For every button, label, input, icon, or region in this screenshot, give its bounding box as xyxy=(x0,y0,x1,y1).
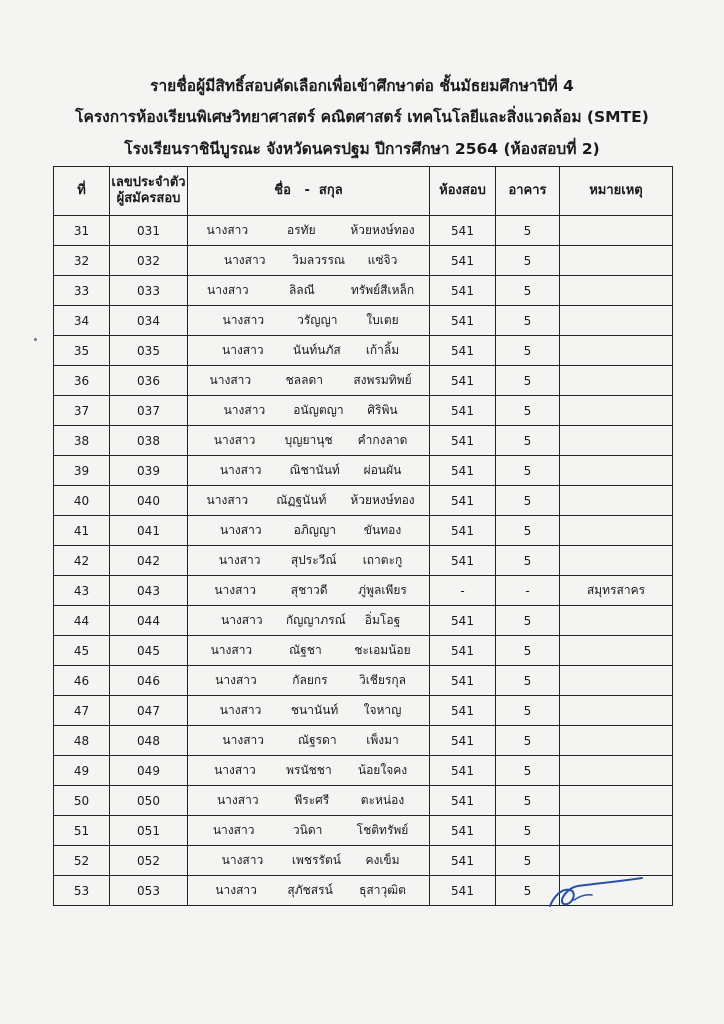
cell-note xyxy=(560,666,673,696)
last-name: ธุสาวุฒิต xyxy=(359,883,406,897)
cell-no: 35 xyxy=(54,336,110,366)
column-header-no: ที่ xyxy=(54,167,110,216)
name-prefix: นางสาว xyxy=(220,613,263,627)
column-header-name: ชื่อ - สกุล xyxy=(188,167,430,216)
table-row xyxy=(54,516,673,546)
cell-building: 5 xyxy=(496,276,560,306)
cell-building: 5 xyxy=(496,246,560,276)
last-name: ตะหน่อง xyxy=(360,793,405,807)
name-prefix: นางสาว xyxy=(218,553,261,567)
cell-applicant-id: 051 xyxy=(110,816,188,846)
last-name: น้อยใจคง xyxy=(357,763,408,777)
table-row xyxy=(54,366,673,396)
cell-building: 5 xyxy=(496,816,560,846)
cell-applicant-id: 035 xyxy=(110,336,188,366)
last-name: ใบเตย xyxy=(366,313,399,327)
cell-building: 5 xyxy=(496,636,560,666)
first-name: วนิดา xyxy=(292,823,323,837)
table-row xyxy=(54,756,673,786)
first-name: ลิลณี xyxy=(288,283,315,297)
first-name: บุญยานุช xyxy=(284,433,333,447)
name-prefix: นางสาว xyxy=(215,673,257,687)
cell-building: 5 xyxy=(496,726,560,756)
cell-no: 50 xyxy=(54,786,110,816)
first-name: สุชาวดี xyxy=(290,583,328,597)
first-name: ชลลดา xyxy=(285,373,324,387)
cell-note xyxy=(560,636,673,666)
cell-note xyxy=(560,786,673,816)
cell-full-name xyxy=(188,306,430,336)
last-name: ขันทอง xyxy=(363,523,402,537)
cell-applicant-id: 053 xyxy=(110,876,188,906)
name-prefix: นางสาว xyxy=(223,403,266,417)
table-row xyxy=(54,606,673,636)
cell-no: 33 xyxy=(54,276,110,306)
cell-building: 5 xyxy=(496,846,560,876)
cell-no: 36 xyxy=(54,366,110,396)
cell-exam-room: 541 xyxy=(430,456,496,486)
cell-note xyxy=(560,426,673,456)
cell-exam-room: 541 xyxy=(430,546,496,576)
cell-building: 5 xyxy=(496,396,560,426)
cell-building: 5 xyxy=(496,516,560,546)
cell-note: สมุทรสาคร xyxy=(560,576,673,606)
column-header-note: หมายเหตุ xyxy=(560,167,673,216)
table-row xyxy=(54,786,673,816)
table-row xyxy=(54,246,673,276)
name-prefix: นางสาว xyxy=(213,433,256,447)
cell-building: 5 xyxy=(496,666,560,696)
cell-applicant-id: 041 xyxy=(110,516,188,546)
name-prefix: นางสาว xyxy=(219,703,262,717)
table-row xyxy=(54,546,673,576)
first-name: ณัฏฐนันท์ xyxy=(276,493,327,507)
cell-exam-room: 541 xyxy=(430,846,496,876)
cell-applicant-id: 031 xyxy=(110,216,188,246)
name-prefix: นางสาว xyxy=(206,223,249,237)
first-name: ชนานันท์ xyxy=(290,703,339,717)
cell-no: 53 xyxy=(54,876,110,906)
cell-no: 48 xyxy=(54,726,110,756)
cell-no: 45 xyxy=(54,636,110,666)
name-prefix: นางสาว xyxy=(212,823,255,837)
cell-building: 5 xyxy=(496,606,560,636)
cell-exam-room: 541 xyxy=(430,306,496,336)
cell-exam-room: 541 xyxy=(430,246,496,276)
name-prefix: นางสาว xyxy=(216,793,259,807)
cell-building: 5 xyxy=(496,486,560,516)
cell-full-name xyxy=(188,276,430,306)
name-prefix: นางสาว xyxy=(215,883,257,897)
cell-full-name xyxy=(188,456,430,486)
table-row xyxy=(54,576,673,606)
cell-building: 5 xyxy=(496,426,560,456)
cell-note xyxy=(560,516,673,546)
first-name: สุประวีณ์ xyxy=(290,553,337,567)
cell-note xyxy=(560,606,673,636)
name-prefix: นางสาว xyxy=(222,733,265,747)
cell-applicant-id: 046 xyxy=(110,666,188,696)
cell-no: 39 xyxy=(54,456,110,486)
first-name: อรทัย xyxy=(287,223,316,237)
name-prefix: นางสาว xyxy=(222,313,265,327)
cell-exam-room: 541 xyxy=(430,276,496,306)
last-name: ทรัพย์สีเหล็ก xyxy=(350,283,415,297)
name-prefix: นางสาว xyxy=(210,643,253,657)
cell-building: 5 xyxy=(496,696,560,726)
last-name: ภู่พูลเพียร xyxy=(358,583,407,597)
cell-full-name xyxy=(188,636,430,666)
first-name: นันท์นภัส xyxy=(292,343,341,357)
cell-note xyxy=(560,246,673,276)
first-name: เพชรรัตน์ xyxy=(291,853,341,867)
table-row xyxy=(54,276,673,306)
cell-applicant-id: 045 xyxy=(110,636,188,666)
cell-exam-room: 541 xyxy=(430,336,496,366)
cell-applicant-id: 048 xyxy=(110,726,188,756)
table-row xyxy=(54,426,673,456)
last-name: ใจหาญ xyxy=(363,703,402,717)
cell-exam-room: 541 xyxy=(430,426,496,456)
last-name: ศิริพิน xyxy=(367,403,398,417)
cell-full-name xyxy=(188,666,430,696)
first-name: กัญญาภรณ์ xyxy=(285,613,346,627)
cell-exam-room: 541 xyxy=(430,666,496,696)
cell-no: 37 xyxy=(54,396,110,426)
last-name: เถาตะกู xyxy=(362,553,403,567)
first-name: วรัญญา xyxy=(297,313,338,327)
cell-full-name xyxy=(188,606,430,636)
first-name: อนัญตญา xyxy=(293,403,344,417)
column-header-id-line2: ผู้สมัครสอบ xyxy=(116,191,181,206)
cell-note xyxy=(560,276,673,306)
last-name: ผ่อนผัน xyxy=(363,463,402,477)
table-row xyxy=(54,486,673,516)
cell-building: 5 xyxy=(496,756,560,786)
column-header-building: อาคาร xyxy=(496,167,560,216)
cell-note xyxy=(560,396,673,426)
cell-exam-room: - xyxy=(430,576,496,606)
last-name: อิ่มโอฐ xyxy=(364,613,401,627)
document-title: รายชื่อผู้มีสิทธิ์สอบคัดเลือกเพื่อเข้าศึกษาต่อ ชั้นมัธยมศึกษาปีที่ 4 xyxy=(150,77,574,95)
first-name: ณัฐรดา xyxy=(297,733,337,747)
name-prefix: นางสาว xyxy=(223,253,266,267)
cell-note xyxy=(560,756,673,786)
name-prefix: นางสาว xyxy=(207,283,249,297)
cell-note xyxy=(560,546,673,576)
cell-exam-room: 541 xyxy=(430,216,496,246)
cell-applicant-id: 043 xyxy=(110,576,188,606)
table-row xyxy=(54,456,673,486)
document-school-line: โรงเรียนราชินีบูรณะ จังหวัดนครปฐม ปีการศึกษา 2564 (ห้องสอบที่ 2) xyxy=(124,140,600,158)
cell-building: - xyxy=(496,576,560,606)
cell-applicant-id: 033 xyxy=(110,276,188,306)
cell-note xyxy=(560,816,673,846)
table-row xyxy=(54,396,673,426)
name-prefix: นางสาว xyxy=(222,343,264,357)
cell-applicant-id: 039 xyxy=(110,456,188,486)
table-row xyxy=(54,816,673,846)
first-name: อภิญญา xyxy=(293,523,336,537)
cell-no: 49 xyxy=(54,756,110,786)
table-header-row xyxy=(54,167,673,216)
cell-full-name xyxy=(188,426,430,456)
column-header-id xyxy=(110,167,188,216)
cell-exam-room: 541 xyxy=(430,726,496,756)
table-row xyxy=(54,216,673,246)
cell-applicant-id: 038 xyxy=(110,426,188,456)
cell-building: 5 xyxy=(496,216,560,246)
cell-applicant-id: 034 xyxy=(110,306,188,336)
cell-full-name xyxy=(188,696,430,726)
cell-note xyxy=(560,306,673,336)
last-name: แซ่จิว xyxy=(367,253,398,267)
table-row xyxy=(54,696,673,726)
cell-full-name xyxy=(188,516,430,546)
cell-note xyxy=(560,366,673,396)
first-name: วิมลวรรณ xyxy=(292,253,346,267)
cell-no: 38 xyxy=(54,426,110,456)
cell-exam-room: 541 xyxy=(430,816,496,846)
cell-no: 44 xyxy=(54,606,110,636)
cell-exam-room: 541 xyxy=(430,606,496,636)
cell-exam-room: 541 xyxy=(430,486,496,516)
cell-building: 5 xyxy=(496,336,560,366)
cell-full-name xyxy=(188,366,430,396)
scan-speck xyxy=(34,338,37,341)
cell-exam-room: 541 xyxy=(430,696,496,726)
cell-building: 5 xyxy=(496,306,560,336)
table-row xyxy=(54,726,673,756)
name-prefix: นางสาว xyxy=(214,583,256,597)
cell-applicant-id: 044 xyxy=(110,606,188,636)
table-row xyxy=(54,306,673,336)
cell-full-name xyxy=(188,876,430,906)
cell-applicant-id: 049 xyxy=(110,756,188,786)
cell-full-name xyxy=(188,816,430,846)
cell-applicant-id: 050 xyxy=(110,786,188,816)
column-header-room: ห้องสอบ xyxy=(430,167,496,216)
cell-exam-room: 541 xyxy=(430,516,496,546)
table-row xyxy=(54,666,673,696)
last-name: วิเชียรกุล xyxy=(358,673,407,687)
name-prefix: นางสาว xyxy=(206,493,249,507)
cell-full-name xyxy=(188,756,430,786)
candidate-table xyxy=(53,166,673,906)
cell-building: 5 xyxy=(496,876,560,906)
last-name: เพ็งมา xyxy=(366,733,399,747)
first-name: พรนัชชา xyxy=(286,763,332,777)
cell-note xyxy=(560,726,673,756)
cell-exam-room: 541 xyxy=(430,876,496,906)
first-name: พีระศรี xyxy=(294,793,330,807)
cell-note xyxy=(560,456,673,486)
cell-full-name xyxy=(188,486,430,516)
first-name: สุภัชสรน์ xyxy=(287,883,333,897)
first-name: ณัฐชา xyxy=(289,643,322,657)
cell-exam-room: 541 xyxy=(430,786,496,816)
cell-no: 31 xyxy=(54,216,110,246)
cell-note xyxy=(560,216,673,246)
cell-full-name xyxy=(188,246,430,276)
cell-building: 5 xyxy=(496,366,560,396)
cell-full-name xyxy=(188,786,430,816)
cell-full-name xyxy=(188,396,430,426)
cell-no: 46 xyxy=(54,666,110,696)
cell-applicant-id: 037 xyxy=(110,396,188,426)
cell-building: 5 xyxy=(496,786,560,816)
cell-no: 32 xyxy=(54,246,110,276)
cell-applicant-id: 042 xyxy=(110,546,188,576)
cell-note xyxy=(560,336,673,366)
cell-full-name xyxy=(188,546,430,576)
document-subtitle: โครงการห้องเรียนพิเศษวิทยาศาสตร์ คณิตศาสตร์ เทคโนโลยีและสิ่งแวดล้อม (SMTE) xyxy=(75,108,649,126)
cell-applicant-id: 036 xyxy=(110,366,188,396)
cell-no: 51 xyxy=(54,816,110,846)
last-name: คำกงลาด xyxy=(357,433,408,447)
cell-building: 5 xyxy=(496,456,560,486)
cell-no: 34 xyxy=(54,306,110,336)
cell-full-name xyxy=(188,216,430,246)
cell-exam-room: 541 xyxy=(430,396,496,426)
cell-exam-room: 541 xyxy=(430,756,496,786)
cell-full-name xyxy=(188,726,430,756)
name-prefix: นางสาว xyxy=(219,463,262,477)
cell-full-name xyxy=(188,846,430,876)
last-name: โชติทรัพย์ xyxy=(356,823,409,837)
cell-note xyxy=(560,696,673,726)
cell-applicant-id: 040 xyxy=(110,486,188,516)
last-name: ห้วยหงษ์ทอง xyxy=(350,223,415,237)
last-name: สงพรมทิพย์ xyxy=(353,373,412,387)
signature-mark xyxy=(548,870,648,912)
cell-no: 42 xyxy=(54,546,110,576)
cell-no: 40 xyxy=(54,486,110,516)
name-prefix: นางสาว xyxy=(219,523,262,537)
first-name: กัลยกร xyxy=(292,673,328,687)
table-body xyxy=(54,216,673,906)
cell-no: 43 xyxy=(54,576,110,606)
cell-no: 52 xyxy=(54,846,110,876)
last-name: ห้วยหงษ์ทอง xyxy=(350,493,415,507)
cell-no: 41 xyxy=(54,516,110,546)
cell-applicant-id: 032 xyxy=(110,246,188,276)
first-name: ณิชานันท์ xyxy=(289,463,340,477)
name-prefix: นางสาว xyxy=(221,853,264,867)
last-name: เก้าลิ้ม xyxy=(365,343,400,357)
cell-exam-room: 541 xyxy=(430,366,496,396)
table-row xyxy=(54,336,673,366)
cell-full-name xyxy=(188,576,430,606)
column-header-id-line1: เลขประจำตัว xyxy=(111,174,186,190)
cell-building: 5 xyxy=(496,546,560,576)
cell-applicant-id: 052 xyxy=(110,846,188,876)
cell-note xyxy=(560,486,673,516)
cell-applicant-id: 047 xyxy=(110,696,188,726)
cell-no: 47 xyxy=(54,696,110,726)
name-prefix: นางสาว xyxy=(214,763,256,777)
cell-full-name xyxy=(188,336,430,366)
table-row xyxy=(54,636,673,666)
last-name: ชะเอมน้อย xyxy=(354,643,411,657)
cell-exam-room: 541 xyxy=(430,636,496,666)
name-prefix: นางสาว xyxy=(209,373,252,387)
last-name: คงเข็ม xyxy=(365,853,400,867)
